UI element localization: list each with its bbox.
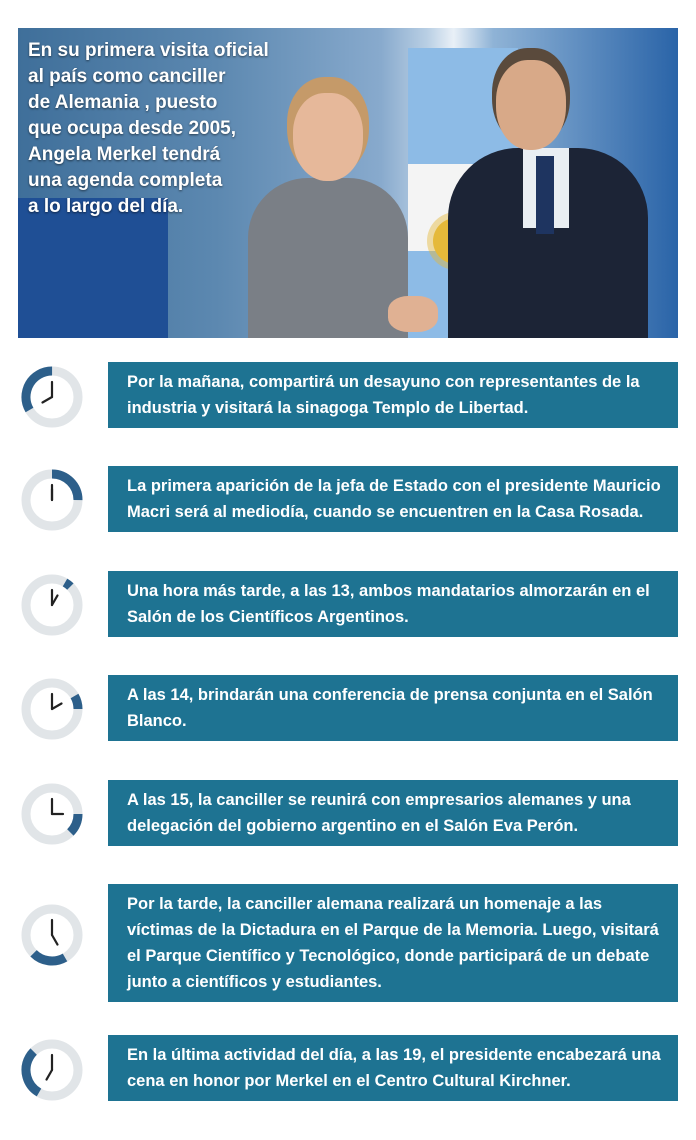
clock-hour-hand — [52, 704, 62, 710]
clock-hour-hand — [42, 397, 52, 403]
clock-icon — [20, 903, 84, 967]
agenda-item-text: La primera aparición de la jefa de Estado con el presidente Mauricio Macri será al mediodía, cuando se encuentren en la Casa Rosada. — [108, 466, 678, 532]
agenda-item-text: Por la tarde, la canciller alemana realizará un homenaje a las víctimas de la Dictadura en el Parque de la Memoria. Luego, visitará el Parque Científico y Tecnológico, donde participará de un debate junto a científicos y estudiantes. — [108, 884, 678, 1002]
clock-icon — [20, 573, 84, 637]
macri-head — [496, 60, 566, 150]
agenda-item-text: Por la mañana, compartirá un desayuno con representantes de la industria y visitará la sinagoga Templo de Libertad. — [108, 362, 678, 428]
agenda-item-text: A las 15, la canciller se reunirá con empresarios alemanes y una delegación del gobierno argentino en el Salón Eva Perón. — [108, 780, 678, 846]
handshake — [388, 296, 438, 332]
clock-icon — [20, 1038, 84, 1102]
intro-text: En su primera visita oficial al país como canciller de Alemania , puesto que ocupa desde 2005, Angela Merkel tendrá una agenda completa a lo largo del día. — [28, 40, 269, 217]
clock-icon — [20, 365, 84, 429]
clock-hour-hand — [47, 1070, 53, 1080]
agenda-item-text: Una hora más tarde, a las 13, ambos mandatarios almorzarán en el Salón de los Científicos Argentinos. — [108, 571, 678, 637]
clock-hour-hand — [52, 935, 58, 945]
clock-icon — [20, 468, 84, 532]
agenda-item-text: A las 14, brindarán una conferencia de prensa conjunta en el Salón Blanco. — [108, 675, 678, 741]
clock-icon — [20, 677, 84, 741]
agenda-item-text: En la última actividad del día, a las 19, el presidente encabezará una cena en honor por Merkel en el Centro Cultural Kirchner. — [108, 1035, 678, 1101]
macri-tie — [536, 156, 554, 234]
clock-icon — [20, 782, 84, 846]
